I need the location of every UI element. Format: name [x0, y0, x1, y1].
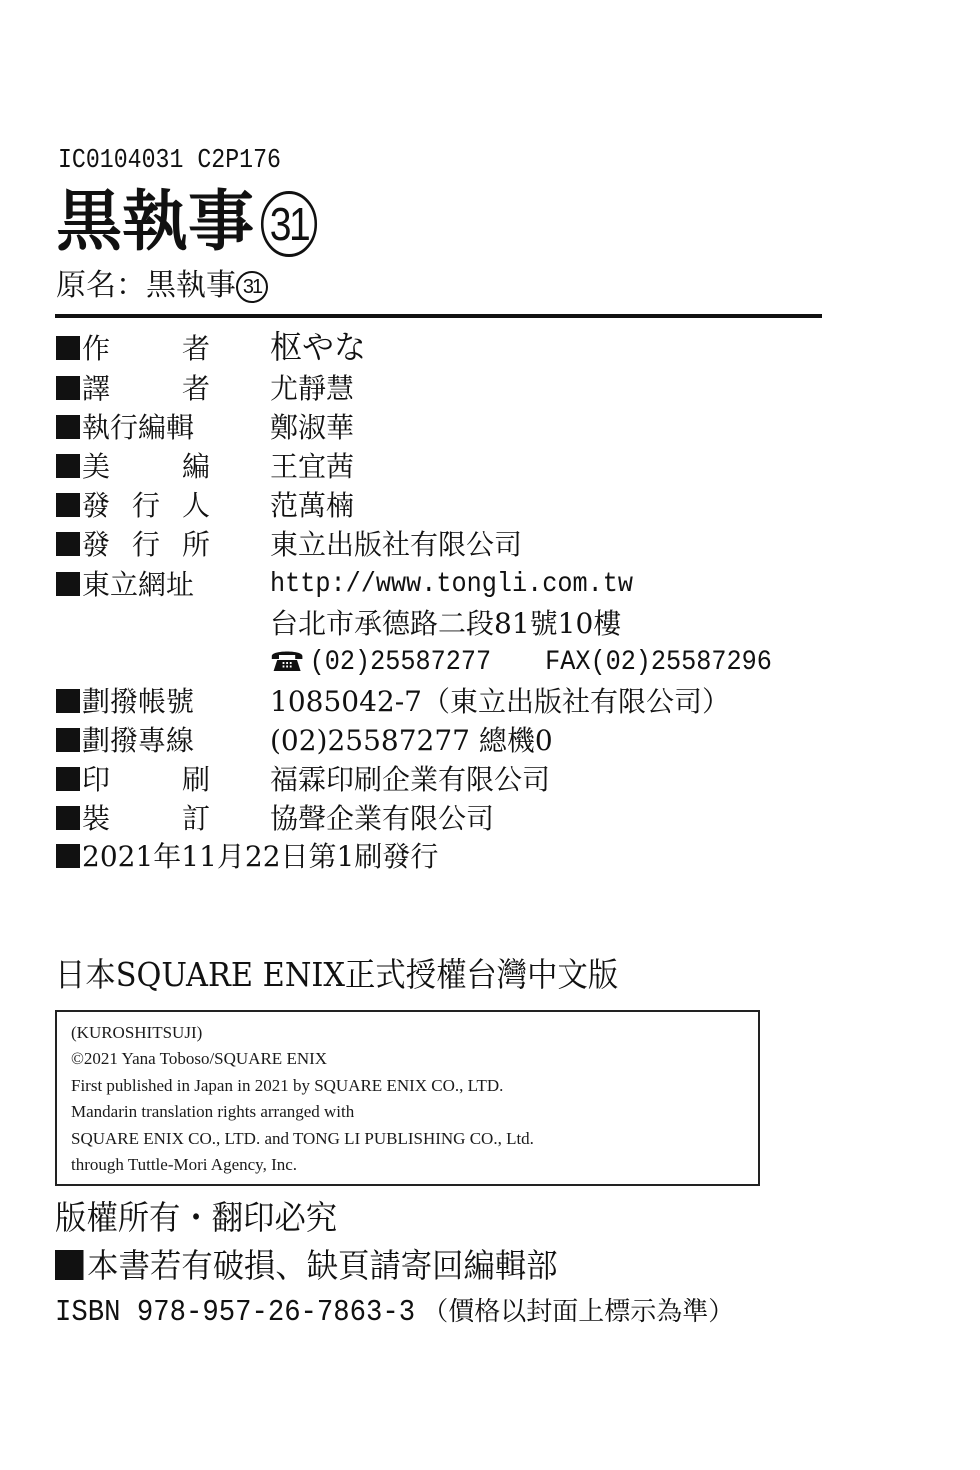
credit-row-transfer-account	[56, 683, 730, 721]
credit-value: 鄭淑華	[270, 411, 355, 444]
credit-label: 美 編	[82, 450, 210, 483]
phone-number: (02)25587277	[309, 647, 492, 678]
credit-value: (02)25587277 總機0	[270, 724, 553, 757]
credit-value: 王宜茜	[270, 450, 355, 483]
copyright-line: through Tuttle-Mori Agency, Inc.	[71, 1155, 298, 1175]
credit-row-website	[56, 566, 633, 604]
fax-number: FAX(02)25587296	[545, 647, 772, 678]
credit-label: 執行編輯	[82, 411, 195, 444]
square-bullet-icon	[56, 493, 80, 517]
credit-row-executive-editor	[56, 409, 355, 447]
copyright-box	[55, 1010, 760, 1186]
square-bullet-icon	[56, 572, 80, 596]
credit-row-printing	[56, 761, 551, 799]
credit-value: 東立出版社有限公司	[270, 528, 523, 561]
credit-value: 枢やな	[270, 328, 367, 366]
credit-value: 范萬楠	[270, 489, 355, 522]
square-bullet-icon	[55, 1250, 84, 1280]
credit-row-publishing-house	[56, 526, 523, 564]
copyright-line: ©2021 Yana Toboso/SQUARE ENIX	[71, 1049, 328, 1069]
copyright-line: Mandarin translation rights arranged with	[71, 1102, 355, 1122]
copyright-line: (KUROSHITSUJI)	[71, 1023, 203, 1042]
square-bullet-icon	[56, 689, 80, 713]
original-title-text: 原名：黒執事	[56, 268, 236, 303]
price-note: （價格以封面上標示為準）	[422, 1297, 735, 1327]
credit-label: 作 者	[82, 332, 210, 365]
header-divider	[55, 314, 822, 318]
square-bullet-icon	[56, 415, 80, 439]
credit-label: 發行所	[82, 528, 210, 561]
credit-label: 劃撥帳號	[82, 685, 195, 718]
volume-number-badge: 31	[261, 191, 317, 257]
credit-label: 發行人	[82, 489, 210, 522]
credit-label: 印 刷	[82, 763, 210, 796]
credit-row-transfer-hotline	[56, 722, 553, 760]
credit-value: 協聲企業有限公司	[270, 802, 495, 835]
book-title	[56, 182, 322, 260]
book-title-text: 黒執事	[56, 182, 254, 260]
contact-line	[270, 644, 772, 682]
original-title	[56, 268, 268, 304]
copyright-line: First published in Japan in 2021 by SQUARE ENIX CO., LTD.	[71, 1075, 504, 1095]
square-bullet-icon	[56, 454, 80, 478]
print-date: 2021年11月22日第1刷發行	[82, 840, 439, 873]
credit-label: 裝 訂	[82, 802, 210, 835]
square-bullet-icon	[56, 767, 80, 791]
website-link[interactable]: http://www.tongli.com.tw	[270, 569, 633, 600]
telephone-icon	[270, 648, 304, 672]
credit-row-art-editor	[56, 448, 355, 486]
square-bullet-icon	[56, 532, 80, 556]
credit-row-publisher	[56, 487, 355, 525]
square-bullet-icon	[56, 844, 80, 868]
license-statement: 日本SQUARE ENIX正式授權台灣中文版	[55, 955, 619, 994]
address-text: 台北市承德路二段81號10樓	[270, 607, 622, 640]
credit-row-author	[56, 328, 367, 368]
credit-value: 1085042-7（東立出版社有限公司）	[270, 685, 730, 718]
original-volume-badge: 31	[236, 271, 268, 303]
credit-label: 譯 者	[82, 372, 210, 405]
damage-notice-text: 本書若有破損、缺頁請寄回編輯部	[87, 1246, 558, 1285]
square-bullet-icon	[56, 806, 80, 830]
copyright-line: SQUARE ENIX CO., LTD. and TONG LI PUBLISHING CO., Ltd.	[71, 1128, 534, 1148]
damage-notice	[55, 1244, 558, 1288]
square-bullet-icon	[56, 376, 80, 400]
credit-label: 東立網址	[82, 568, 195, 601]
square-bullet-icon	[56, 336, 80, 360]
credit-label: 劃撥專線	[82, 724, 195, 757]
catalog-code: IC0104031 C2P176	[58, 146, 281, 176]
rights-reserved: 版權所有・翻印必究	[55, 1198, 338, 1237]
credit-row-translator	[56, 370, 355, 408]
isbn-line	[55, 1290, 734, 1334]
credit-value: 福霖印刷企業有限公司	[270, 763, 551, 796]
credit-value: 尤靜慧	[270, 372, 355, 405]
print-date-row	[56, 838, 438, 876]
credit-row-binding	[56, 800, 495, 838]
isbn-number: ISBN 978-957-26-7863-3	[55, 1295, 416, 1330]
square-bullet-icon	[56, 728, 80, 752]
